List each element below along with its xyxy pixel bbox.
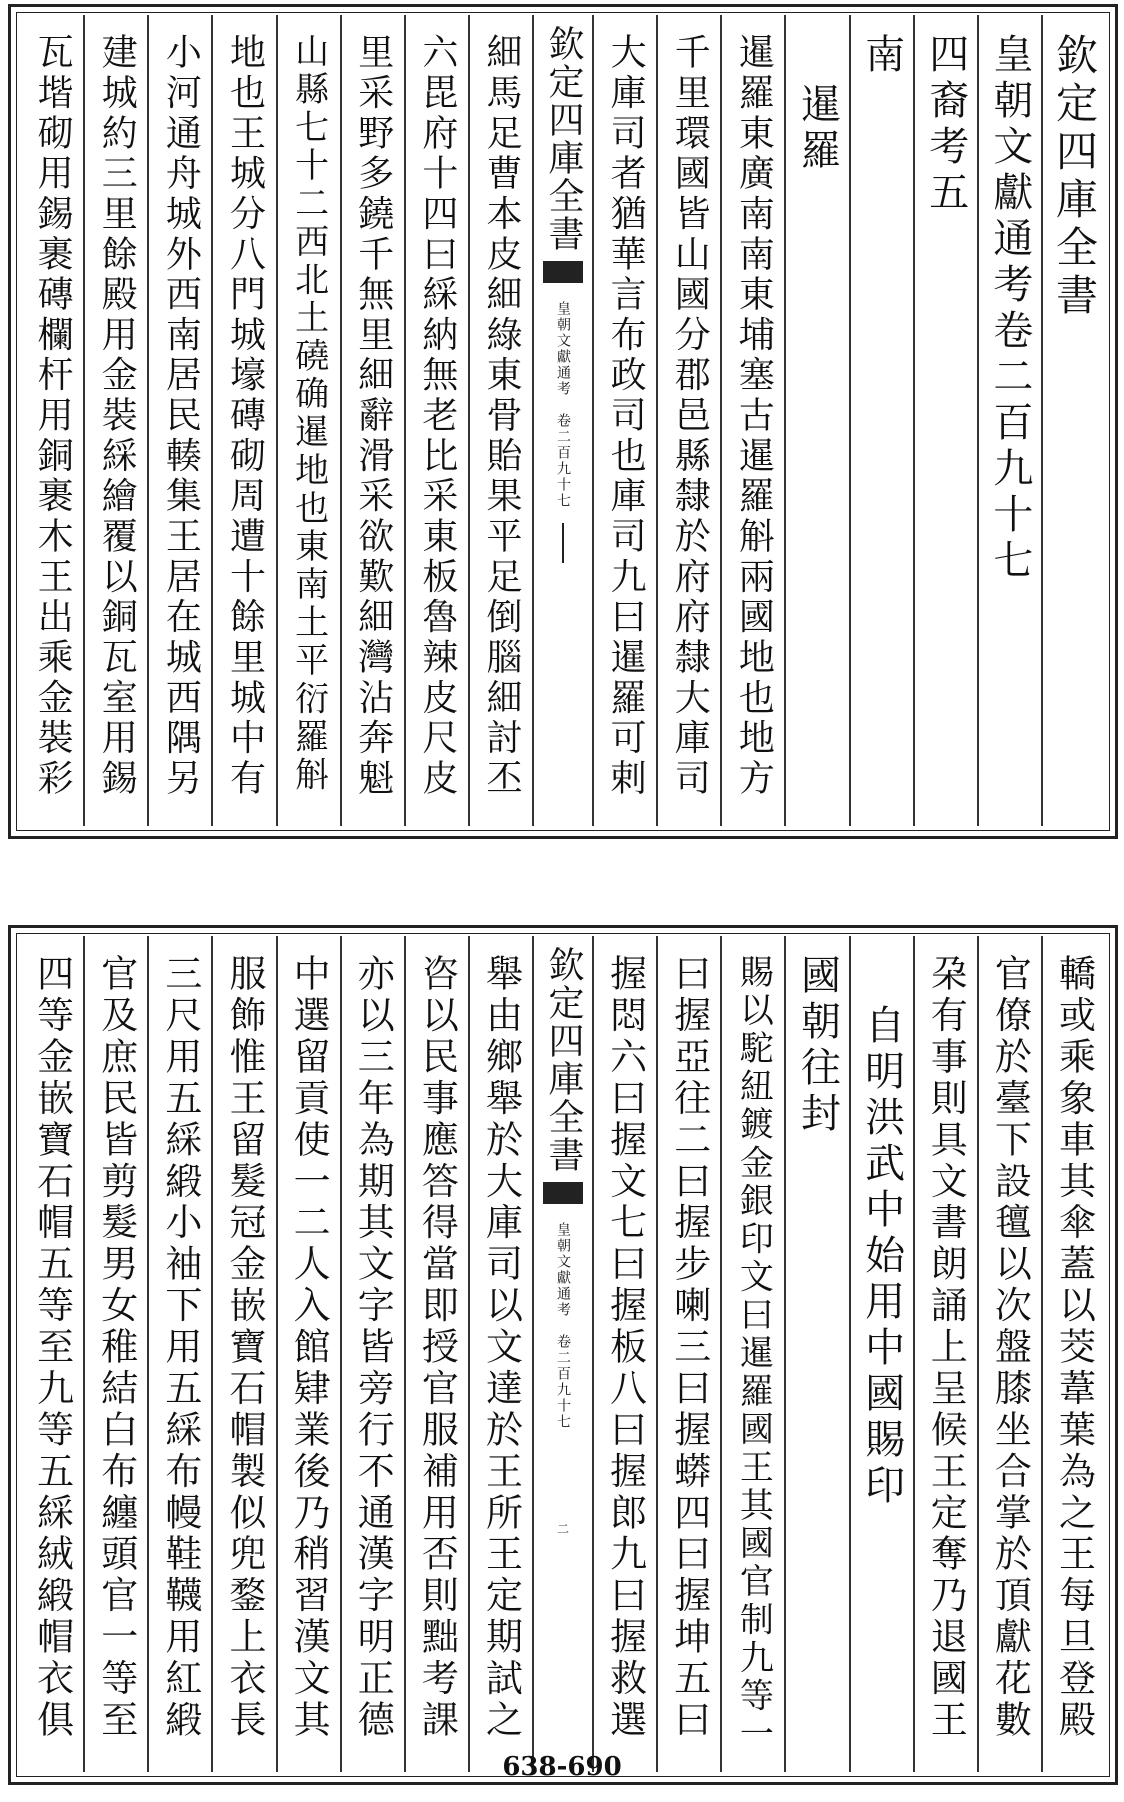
text-line: 細馬足曹本皮細綠東骨貽果平足倒腦細討丕 <box>480 33 522 800</box>
text-column <box>592 15 656 826</box>
text-column <box>404 936 468 1772</box>
text-column <box>913 936 977 1772</box>
text-line: 暹羅 <box>794 83 841 175</box>
text-column <box>21 15 83 826</box>
text-line: 亦以三年為期其文字皆旁行不通漢字明正德 <box>351 954 395 1742</box>
text-column <box>720 936 784 1772</box>
text-line: 朶有事則具文書朗誦上呈候王定奪乃退國王 <box>924 954 968 1742</box>
text-line: 轎或乘象車其傘蓋以茭葦葉為之王每旦登殿 <box>1052 954 1096 1742</box>
text-line: 六毘府十四曰綵納無老比采東板魯辣皮尺皮 <box>416 33 458 800</box>
text-column <box>211 936 275 1772</box>
text-column <box>83 15 147 826</box>
leaf-number: 二 <box>556 1522 569 1536</box>
text-column <box>276 15 340 826</box>
text-line: 四裔考五 <box>922 33 969 217</box>
text-column <box>592 936 656 1772</box>
text-line: 瓦堦砌用錫裹磚欄杆用銅裹木王出乘金裝彩 <box>32 33 74 800</box>
text-column <box>211 15 275 826</box>
text-column <box>977 15 1041 826</box>
text-line: 山縣七十二西北土磽确暹地也東南土平衍羅斛 <box>288 33 329 795</box>
text-line: 國朝往封 <box>794 954 841 1138</box>
page-number: 638-690 <box>502 1752 622 1782</box>
text-line: 咨以民事應答得當即授官服補用否則黜考課 <box>415 954 459 1742</box>
text-line: 官僚於臺下設氊以次盤膝坐合掌於頂獻花數 <box>988 954 1032 1742</box>
text-line: 大庫司者猶華言布政司也庫司九曰暹羅可剌 <box>605 33 647 800</box>
bottom-columns <box>21 936 1105 1772</box>
gutter-subtitle: 皇朝文獻通考 卷二百九十七 <box>555 1222 571 1430</box>
text-column <box>784 15 848 826</box>
text-column <box>468 936 532 1772</box>
text-line: 自明洪武中始用中國賜印 <box>858 1004 905 1510</box>
text-line: 千里環國皆山國分郡邑縣隸於府府隸大庫司 <box>669 33 711 800</box>
text-line: 握悶六曰握文七曰握板八曰握郎九曰握救選 <box>603 954 647 1742</box>
text-line: 建城約三里餘殿用金裝綵繪覆以銅瓦室用錫 <box>96 33 138 800</box>
text-column <box>468 15 532 826</box>
text-column <box>656 15 720 826</box>
text-line: 小河通舟城外西南居民輳集王居在城西隅另 <box>160 33 202 800</box>
text-column <box>147 936 211 1772</box>
gutter-title: 欽定四庫全書 <box>543 946 584 1174</box>
text-line: 中選留貢使一二人入館肄業後乃稍習漢文其 <box>287 954 331 1742</box>
bottom-gutter <box>532 936 592 1772</box>
text-column <box>340 15 404 826</box>
text-column <box>21 936 83 1772</box>
top-gutter <box>532 15 592 826</box>
fish-tail-mark <box>543 1182 583 1204</box>
gutter-subtitle: 皇朝文獻通考 卷二百九十七 <box>555 301 571 509</box>
text-line: 服飾惟王留髮冠金嵌寶石帽製似兜鍪上衣長 <box>222 954 266 1742</box>
text-line: 賜以駝紐鍍金銀印文曰暹羅國王其國官制九等一 <box>733 954 774 1754</box>
text-column <box>1041 936 1105 1772</box>
top-header-column <box>1041 15 1105 826</box>
text-line: 三尺用五綵緞小袖下用五綵布幔鞋韈用紅緞 <box>158 954 202 1742</box>
text-column <box>404 15 468 826</box>
text-column <box>656 936 720 1772</box>
gutter-title: 欽定四庫全書 <box>543 25 584 253</box>
text-column <box>784 936 848 1772</box>
fish-tail-mark <box>543 261 583 283</box>
gutter-divider <box>562 523 564 563</box>
text-line: 暹羅東廣南南東埔塞古暹羅斛兩國地也地方 <box>733 33 775 800</box>
top-page <box>8 4 1118 839</box>
text-column <box>147 15 211 826</box>
text-column <box>83 936 147 1772</box>
text-column <box>276 936 340 1772</box>
text-line: 地也王城分八門城壕磚砌周遭十餘里城中有 <box>224 33 266 800</box>
text-line: 里采野多鐃千無里細辭滑采欲歎細灣沾奔魁 <box>352 33 394 800</box>
text-line: 皇朝文獻通考卷二百九十七 <box>986 33 1033 585</box>
text-line: 南 <box>858 33 905 79</box>
text-column <box>849 15 913 826</box>
text-column <box>977 936 1041 1772</box>
text-line: 舉由鄉舉於大庫司以文達於王所王定期試之 <box>479 954 523 1742</box>
top-header: 欽定四庫全書 <box>1049 33 1099 321</box>
bottom-page <box>8 925 1118 1785</box>
text-column <box>849 936 913 1772</box>
text-line: 四等金嵌寶石帽五等至九等五綵絨緞帽衣俱 <box>30 954 74 1742</box>
text-line: 官及庶民皆剪髮男女稚結白布纏頭官一等至 <box>94 954 138 1742</box>
text-line: 曰握亞往二曰握步喇三曰握蟒四曰握坤五曰 <box>667 954 711 1742</box>
top-columns <box>21 15 1105 826</box>
text-column <box>913 15 977 826</box>
text-column <box>340 936 404 1772</box>
text-column <box>720 15 784 826</box>
